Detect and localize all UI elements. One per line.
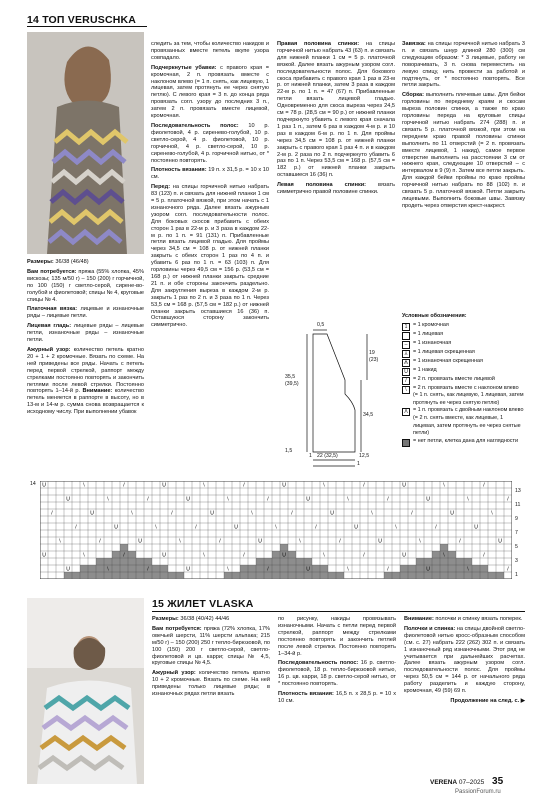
chart-cell-shaded: [280, 544, 288, 551]
chart-stitch-symbol: \: [443, 482, 445, 489]
chart-cell-shaded: [464, 558, 472, 565]
chart-stitch-symbol: U: [186, 496, 190, 503]
legend-item: [402, 438, 525, 447]
chart-stitch-symbol: /: [507, 566, 509, 573]
chart-cell-shaded: [296, 565, 304, 572]
legend-item: [402, 331, 525, 340]
chart-stitch-symbol: /: [147, 496, 149, 503]
chart-cell-shaded: [408, 565, 416, 572]
legend: [402, 313, 525, 447]
schem-left-2: (39,5): [285, 381, 299, 387]
chart-cell-shaded: [248, 565, 256, 572]
chart-stitch-symbol: U: [138, 538, 142, 545]
chart-cell-shaded: [272, 558, 280, 565]
chart-stitch-symbol: /: [411, 510, 413, 517]
chart-cell-shaded: [88, 572, 96, 579]
chart-stitch-symbol: U: [234, 524, 238, 531]
chart-stitch-symbol: /: [195, 524, 197, 531]
chart-cell-shaded: [168, 572, 176, 579]
legend-symbol-icon: ⅄: [402, 350, 410, 358]
chart-cell-shaded: [128, 572, 136, 579]
chart-stitch-symbol: U: [306, 566, 310, 573]
knitting-chart: [40, 481, 512, 579]
chart-stitch-symbol: /: [243, 482, 245, 489]
schem-dim-3: 34,5: [363, 412, 374, 418]
chart-cell-shaded: [416, 565, 424, 572]
chart-cell-shaded: [288, 551, 296, 558]
chart-stitch-symbol: U: [450, 510, 454, 517]
chart-cell-shaded: [440, 572, 448, 579]
chart-cell-shaded: [480, 565, 488, 572]
chart-cell-shaded: [472, 565, 480, 572]
col-14-4: Завязка: на спицы горчичной нитью набрать 3 п. и связать шнур длиной 280 (300) см следующим образом: * 3 лицевые, работу не поворачивать, 3 п. снова переместить на левую спицу, нить провести за работой и подтянуть, от * постоянно повторять. Все петли закрыть. Сборка: выполнить плечевые швы. Для бейки горловины по переднему краям и скосам выреза половин спинки, а также по краю горловины переда на круговые спицы горчичной нитью набрать 274 (288) п. и связать 5 р. платочной вязкой, при этом на переднем краю правой половины спинки выполнить по 11 отверстий (= 2 п. провязать вместе лицевой, 1 накид), самое первое отверстие выполнить на расстоянии 3 см от нижнего края, следующие 10 отверстий – с интервалом в 9 (9) п. Затем все петли закрыть. Для каждой бейки проймы по краю проймы горчичной нитью набрать по 88 (102) п. и связать 5 р. платочной вязкой. Петли закрыть лицевыми. Выполнить боковые швы. Завязку продеть через отверстия крест-накрест.: [402, 41, 525, 209]
chart-cell-shaded: [496, 572, 504, 579]
chart-stitch-symbol: U: [354, 524, 358, 531]
chart-stitch-symbol: \: [419, 538, 421, 545]
title-rule: [27, 26, 147, 27]
chart-cell-shaded: [264, 558, 272, 565]
chart-stitch-symbol: \: [299, 538, 301, 545]
chart-cell-shaded: [152, 565, 160, 572]
schem-left-1: 35,5: [285, 374, 296, 380]
chart-stitch-symbol: \: [275, 524, 277, 531]
chart-cell-shaded: [456, 572, 464, 579]
chart-cell-shaded: [296, 572, 304, 579]
chart-cell-shaded: [112, 572, 120, 579]
chart-cell-shaded: [312, 565, 320, 572]
chart-cell-shaded: [424, 572, 432, 579]
chart-stitch-symbol: U: [330, 510, 334, 517]
chart-cell-shaded: [400, 565, 408, 572]
chart-stitch-symbol: U: [162, 482, 166, 489]
legend-text: = 2 п. провязать вместе с наклоном влево (= 1 п. снять, как лицевую, 1 лицевая, затем протянуть ее через снятую петлю): [413, 384, 524, 406]
chart-cell-shaded: [144, 558, 152, 565]
model-photo-top: [27, 32, 144, 254]
chart-stitch-symbol: /: [219, 538, 221, 545]
col-15-2: по рисунку, накиды провязывать изнаночными. Начать с петли перед первой стрелкой, раппорт между стрелками постоянно повторять и закончить петлей после левой стрелки. Постоянно повторять 1–34-й р. Последовательность полос: 16 р. светло-фиолетовой, 18 р. тепло-бирюзовой нитью, 16 р. цв. карри, 18 р. светло-серой нитью, от * постоянно повторять. Плотность вязания: 16,5 п. x 28,5 р. = 10 x 10 см.: [278, 616, 396, 704]
chart-cell-shaded: [416, 558, 424, 565]
chart-stitch-symbol: \: [227, 566, 229, 573]
chart-stitch-symbol: /: [267, 496, 269, 503]
chart-stitch-symbol: U: [90, 510, 94, 517]
chart-stitch-symbol: U: [306, 496, 310, 503]
chart-stitch-symbol: \: [443, 552, 445, 559]
chart-stitch-symbol: U: [66, 566, 70, 573]
chart-cell-shaded: [296, 558, 304, 565]
legend-item: [402, 358, 525, 367]
chart-cell-shaded: [144, 572, 152, 579]
legend-text: = 1 изнаночная: [413, 339, 452, 346]
legend-text: = нет петли, клетка дана для наглядности: [413, 437, 518, 444]
page-title-15: 15 ЖИЛЕТ VLASKA: [152, 598, 254, 610]
legend-title: Условные обозначения:: [402, 313, 467, 319]
chart-stitch-symbol: U: [378, 538, 382, 545]
chart-stitch-symbol: \: [347, 496, 349, 503]
chart-cell-shaded: [408, 572, 416, 579]
legend-symbol-icon: ᗑ: [403, 359, 409, 366]
chart-stitch-symbol: \: [491, 510, 493, 517]
garment-schematic: [283, 322, 395, 472]
schem-bottom-1: 22 (32,5): [317, 453, 338, 459]
chart-stitch-symbol: U: [282, 482, 286, 489]
legend-text: = 1 лицевая скрещенная: [413, 348, 475, 355]
chart-cell-shaded: [120, 544, 128, 551]
chart-cell-shaded: [240, 572, 248, 579]
chart-cell-shaded: [448, 565, 456, 572]
chart-stitch-symbol: \: [107, 496, 109, 503]
chart-cell-shaded: [256, 572, 264, 579]
legend-item: [402, 376, 525, 385]
chart-stitch-symbol: \: [467, 566, 469, 573]
chart-stitch-symbol: /: [267, 566, 269, 573]
chart-cell-shaded: [448, 572, 456, 579]
schematic-drawing: [283, 322, 395, 472]
chart-cell-shaded: [440, 558, 448, 565]
chart-cell-shaded: [96, 565, 104, 572]
schem-dim-2: (23): [369, 357, 379, 363]
chart-stitch-symbol: U: [498, 538, 502, 545]
chart-cell-shaded: [264, 572, 272, 579]
chart-stitch-symbol: U: [426, 496, 430, 503]
chart-cell-shaded: [400, 572, 408, 579]
chart-cell-shaded: [432, 558, 440, 565]
schem-top: 0,5: [317, 322, 325, 328]
footer-mag: VERENA: [430, 779, 458, 786]
model-photo-art-2: [27, 598, 144, 784]
chart-cell-shaded: [232, 572, 240, 579]
legend-symbol-icon: –: [402, 341, 410, 349]
chart-cell-shaded: [136, 572, 144, 579]
schem-b2: 1: [357, 461, 360, 467]
footer-issue: 07–2025: [458, 779, 485, 786]
col-14-2: следить за тем, чтобы количество накидов и провязанных вместе петель вкупе узора совпадало. Подчеркнутые убавки: с правого края = кромочная, 2 п. провязать вместе с наклоном влево (= 1 п. снять, как лицевую, 1 лицевая, затем протянуть ее через снятую петлю). С левого края = 3 п. до конца ряда провязать согл. узору до последних 3 п., затем 2 п. провязать вместе лицевой, кромочная. Последовательность полос: 10 р. фиолетовой, 4 р. сиренево-голубой, 10 р. светло-серой, 4 р. фиолетовой, 10 р. горчичной, 4 р. светло-серой, 10 р. сиренево-голубой, 4 р. горчичной нитью, от * постоянно повторять. Плотность вязания: 19 п. x 31,5 р. = 10 x 10 см. Перед: на спицы горчичной нитью набрать 83 (123) п. и связать для нижней планки 1 см = 5 р. платочной вязкой, при этом начать с 1 изнаночного ряда. Далее вязать ажурным узором согл. последовательности полос. Для боковых скосов прибавить с обеих сторон 1 раз в 22-м р. и 3 раза в каждом 22-м р. по 1 п. = 91 (131) п. Прибавленные петли вязать лицевой гладью. Для проймы через 34,5 см = 108 р. от нижней планки закрыть с обеих сторон 1 раз по 4 п. и убавить 6 раз по 1 п. = 63 (103) п. Для горловины через 49,5 см = 156 р. (53,5 см = 168 р.) от нижней планки закрыть средние 21 п. и обе стороны закончить раздельно. Для закругления выреза в каждом 2-м р. закрыть 1 раз по 2 п. и 3 раза по 1 п. Через 53,5 см = 168 р. (57,5 см = 182 р.) от нижней планки закрыть оставшиеся 16 (36) п. Оставшуюся сторону закончить симметрично.: [151, 41, 269, 329]
chart-cell-shaded: [288, 572, 296, 579]
legend-item: [402, 349, 525, 358]
chart-cell-shaded: [88, 565, 96, 572]
chart-stitch-symbol: U: [66, 496, 70, 503]
chart-stitch-symbol: U: [474, 524, 478, 531]
chart-stitch-symbol: U: [402, 552, 406, 559]
chart-cell-shaded: [64, 572, 72, 579]
col-15-3: Внимание: полочки и спинку вязать поперек. Полочки и спинка: на спицы двойной светло-фиолетовой нитью кросс-образным способом (см. с. 27) набрать 222 (262) 302 п. и связать 1 изнаночный ряд изнаночными. Этот ряд не учитывается при дальнейших расчетах. Далее вязать ажурным узором согл. последовательности полос. Для проймы через 50,5 см = 144 р. от начального ряда работу разделить и каждую сторону, кромочная, 49 (59) 69 п. Продолжение на след. с. ▶: [404, 616, 526, 704]
legend-text: = 1 лицевая: [413, 330, 444, 337]
legend-text: = 1 кромочная: [413, 321, 449, 328]
chart-stitch-symbol: \: [107, 566, 109, 573]
chart-stitch-symbol: \: [395, 524, 397, 531]
legend-item: [402, 340, 525, 349]
legend-text: = 2 п. провязать вместе лицевой: [413, 375, 495, 382]
chart-row-number: 14: [30, 481, 36, 487]
chart-cell-shaded: [176, 572, 184, 579]
chart-stitch-symbol: /: [51, 510, 53, 517]
col-15-1: Размеры: 36/38 (40/42) 44/46 Вам потребуется: пряжа (72% хлопка, 17% овечьей шерсти, 11% шерсти альпака; 215 м/50 г) – 150 (200) 250 г тепло-бирюзовой, по 100 (150) 200 г светло-серой, светло-фиолетовой и цв. карри; спицы № 4,5, круговые спицы № 4,5. Ажурный узор: количество петель кратно 10 + 2 кромочные. Вязать по схеме. На ней приведены только лицевые ряды; в изнаночных рядах петли вязать: [152, 616, 270, 698]
chart-row-number: 1: [515, 572, 518, 578]
chart-cell-shaded: [392, 572, 400, 579]
chart-cell-shaded: [120, 565, 128, 572]
chart-cell-shaded: [416, 572, 424, 579]
chart-cell-shaded: [128, 565, 136, 572]
chart-stitch-symbol: \: [227, 496, 229, 503]
chart-stitch-symbol: \: [371, 510, 373, 517]
chart-stitch-symbol: \: [467, 496, 469, 503]
chart-stitch-symbol: \: [203, 552, 205, 559]
chart-cell-shaded: [112, 558, 120, 565]
model-photo-bottom: [27, 598, 144, 784]
chart-cell-shaded: [432, 565, 440, 572]
chart-row-number: 7: [515, 530, 518, 536]
chart-cell-shaded: [72, 572, 80, 579]
schem-b1: 1: [309, 453, 312, 459]
chart-stitch-symbol: \: [347, 566, 349, 573]
chart-cell-shaded: [272, 572, 280, 579]
chart-stitch-symbol: /: [123, 482, 125, 489]
chart-cell-shaded: [128, 558, 136, 565]
chart-stitch-symbol: \: [59, 538, 61, 545]
chart-cell-shaded: [384, 572, 392, 579]
chart-stitch-symbol: U: [42, 552, 46, 559]
chart-stitch-symbol: /: [483, 482, 485, 489]
schem-bottom-2: 12,5: [359, 453, 370, 459]
chart-cell-shaded: [224, 572, 232, 579]
chart-cell-shaded: [96, 558, 104, 565]
chart-cell-shaded: [256, 565, 264, 572]
chart-stitch-symbol: U: [402, 482, 406, 489]
chart-cell-shaded: [272, 551, 280, 558]
chart-cell-shaded: [336, 572, 344, 579]
legend-item: [402, 322, 525, 331]
chart-stitch-symbol: \: [251, 510, 253, 517]
chart-cell-shaded: [432, 572, 440, 579]
legend-text: = 1 п. провязать с двойным наклоном влево (= 2 п. снять вместе, как лицевые, 1 лицевая, затем протянуть ее через снятые петли): [413, 407, 524, 437]
chart-stitch-symbol: /: [243, 552, 245, 559]
chart-stitch-symbol: /: [291, 510, 293, 517]
legend-item: [402, 407, 525, 437]
chart-cell-shaded: [280, 558, 288, 565]
legend-symbol-icon: Ʌ: [402, 408, 410, 416]
chart-cell-shaded: [320, 572, 328, 579]
chart-stitch-symbol: /: [363, 552, 365, 559]
chart-cell-shaded: [448, 558, 456, 565]
chart-cell-shaded: [120, 572, 128, 579]
chart-cell-shaded: [112, 565, 120, 572]
chart-cell-shaded: [136, 565, 144, 572]
chart-stitch-symbol: U: [282, 552, 286, 559]
chart-stitch-symbol: /: [147, 566, 149, 573]
chart-cell-shaded: [480, 572, 488, 579]
chart-stitch-symbol: \: [323, 552, 325, 559]
chart-stitch-symbol: /: [171, 510, 173, 517]
chart-cell-shaded: [440, 565, 448, 572]
schem-dim-1: 19: [369, 350, 375, 356]
chart-cell-shaded: [288, 558, 296, 565]
chart-stitch-symbol: /: [507, 496, 509, 503]
legend-item: [402, 367, 525, 376]
chart-stitch-symbol: \: [131, 510, 133, 517]
page-title-14: 14 ТОП VERUSCHKA: [27, 14, 137, 26]
chart-cell-shaded: [120, 558, 128, 565]
chart-stitch-symbol: /: [123, 552, 125, 559]
chart-cell-shaded: [320, 565, 328, 572]
chart-stitch-symbol: U: [162, 552, 166, 559]
chart-stitch-symbol: \: [155, 524, 157, 531]
chart-cell-shaded: [104, 558, 112, 565]
chart-cell-shaded: [472, 572, 480, 579]
chart-cell-shaded: [160, 572, 168, 579]
chart-cell-shaded: [280, 572, 288, 579]
legend-symbol-icon: [402, 332, 410, 340]
chart-cell-shaded: [104, 572, 112, 579]
chart-stitch-symbol: /: [459, 538, 461, 545]
chart-stitch-symbol: /: [363, 482, 365, 489]
chart-cell-shaded: [456, 565, 464, 572]
chart-cell-shaded: [304, 558, 312, 565]
chart-row-number: 9: [515, 516, 518, 522]
chart-stitch-symbol: U: [258, 538, 262, 545]
chart-cell-shaded: [280, 565, 288, 572]
chart-stitch-symbol: /: [435, 524, 437, 531]
chart-cell-shaded: [440, 544, 448, 551]
chart-stitch-symbol: U: [42, 482, 46, 489]
legend-symbol-icon: /: [402, 377, 410, 385]
chart-cell-shaded: [80, 572, 88, 579]
chart-cell-shaded: [288, 565, 296, 572]
chart-cell-shaded: [448, 551, 456, 558]
chart-stitch-symbol: /: [483, 552, 485, 559]
chart-cell-shaded: [464, 572, 472, 579]
knitting-chart-grid: [40, 481, 512, 579]
chart-cell-shaded: [240, 565, 248, 572]
chart-cell-shaded: [328, 572, 336, 579]
chart-stitch-symbol: \: [83, 482, 85, 489]
chart-cell-shaded: [432, 551, 440, 558]
watermark: PassionForum.ru: [455, 789, 501, 795]
chart-cell-shaded: [424, 558, 432, 565]
chart-stitch-symbol: U: [186, 566, 190, 573]
chart-stitch-symbol: U: [426, 566, 430, 573]
chart-cell-shaded: [488, 572, 496, 579]
legend-symbol-icon: \: [402, 386, 410, 394]
chart-cell-shaded: [160, 565, 168, 572]
chart-stitch-symbol: /: [99, 538, 101, 545]
chart-stitch-symbol: \: [203, 482, 205, 489]
col-14-1: Размеры: 36/38 (46/48) Вам потребуется: пряжа (55% хлопка, 45% вискозы; 135 м/50 г) – 150 (200) г горчичной, по 100 (150) г светло-серой, сирене-во-голубой и фиолетовой; спицы № 4, круговые спицы № 4. Платочная вязка: лицевые и изнаночные ряды – лицевые петли. Лицевая гладь: лицевые ряды – лицевые петли, изнаночные ряды – изнаночные петли. Ажурный узор: количество петель кратно 20 + 1 + 2 кромочные. Вязать по схеме. На ней приведены все ряды. Начать с петель перед первой стрелкой, раппорт между стрелками постоянно повторять и закончить петлями после левой стрелки. Постоянно повторять 1–14-й р. Внимание: количество петель меняется в раппорте в высоту, но в 13-м и 14-м р. сумма снова возвращается к исходному числу. При выполнении убавок: [27, 259, 145, 416]
chart-cell-shaded: [256, 558, 264, 565]
legend-text: = 1 изнаночная скрещенная: [413, 357, 483, 364]
chart-cell-shaded: [248, 572, 256, 579]
chart-cell-shaded: [128, 551, 136, 558]
chart-stitch-symbol: /: [387, 496, 389, 503]
chart-cell-shaded: [152, 572, 160, 579]
page-number: 35: [492, 776, 504, 787]
chart-stitch-symbol: U: [210, 510, 214, 517]
chart-cell-shaded: [80, 565, 88, 572]
chart-stitch-symbol: /: [315, 524, 317, 531]
chart-row-number: 11: [515, 502, 521, 508]
chart-stitch-symbol: \: [179, 538, 181, 545]
footer: [430, 776, 503, 787]
chart-cell-shaded: [96, 572, 104, 579]
chart-stitch-symbol: \: [83, 552, 85, 559]
chart-stitch-symbol: \: [323, 482, 325, 489]
schem-left-3: 1,5: [285, 448, 293, 454]
legend-text: = 1 накид: [413, 366, 437, 373]
chart-stitch-symbol: U: [114, 524, 118, 531]
chart-row-number: 5: [515, 544, 518, 550]
legend-symbol-icon: U: [402, 368, 410, 376]
chart-stitch-symbol: /: [339, 538, 341, 545]
chart-stitch-symbol: /: [387, 566, 389, 573]
chart-row-number: 3: [515, 558, 518, 564]
col-14-3: Правая половина спинки: на спицы горчичной нитью набрать 43 (63) п. и связать для нижней планки 1 см = 5 р. платочной вязкой. Далее вязать ажурным узором согл. последовательности полос. Для бокового скоса прибавить с правого края 1 раз в 23-м р. от нижней планки, затем 3 раза в каждом 22-м р. по 1 п. = 47 (67) п. Прибавленные петли вязать лицевой гладью. Одновременно для скоса выреза через 24,5 см = 78 р. (28,5 см = 90 р.) от нижней планки подчеркнуто убавить с левого края сначала 1 раз 1 п., затем 6 раз в каждом 4-м р. и 10 раз в каждом 6-м р. по 1 п. Для проймы через 34,5 см = 108 р. от нижней планки закрыть с правого края 1 раз 4 п. и в каждом 2-м р. 2 раза по 2 п. подчеркнуто убавить 6 раз по 1 п. Через 53,5 см = 168 р. (57,5 см = 182 р.) от нижней планки закрыть оставшиеся 16 (36) п. Левая половина спинки: вязать симметрично правой половине спинки.: [277, 41, 395, 196]
chart-cell-shaded: [304, 572, 312, 579]
chart-row-number: 13: [515, 488, 521, 494]
legend-item: [402, 385, 525, 408]
title-rule-15: [152, 611, 525, 612]
chart-cell-shaded: [136, 558, 144, 565]
chart-cell-shaded: [112, 551, 120, 558]
chart-stitch-symbol: /: [75, 524, 77, 531]
legend-symbol-icon: 1: [402, 323, 410, 331]
legend-symbol-icon: [402, 439, 410, 447]
model-photo-art: [27, 32, 144, 254]
chart-cell-shaded: [272, 565, 280, 572]
continue-note: Продолжение на след. с. ▶: [450, 697, 525, 704]
chart-cell-shaded: [456, 558, 464, 565]
chart-cell-shaded: [312, 572, 320, 579]
